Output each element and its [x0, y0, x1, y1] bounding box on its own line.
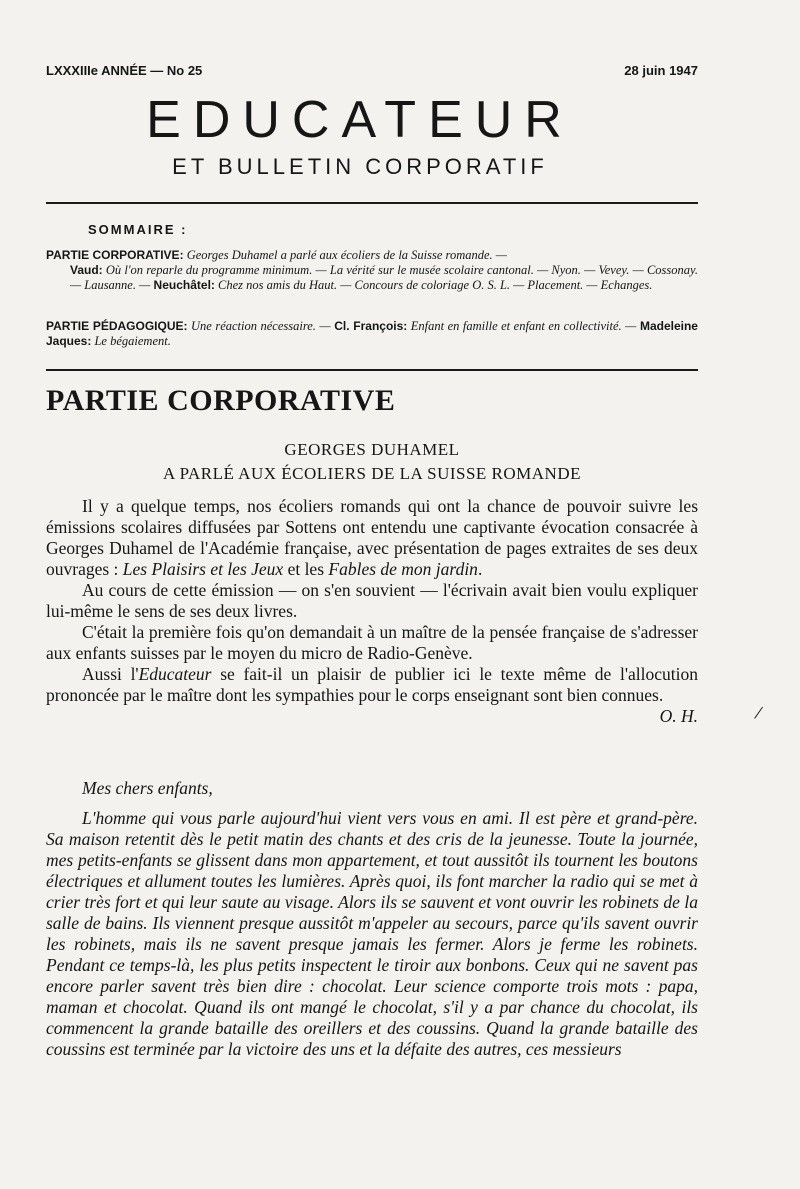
- letter-body: [46, 808, 698, 1060]
- book-title: Fables de mon jardin: [328, 559, 478, 579]
- masthead-title: EDUCATEUR: [146, 91, 574, 149]
- summary-text: Chez nos amis du Haut. — Concours de coloriage O. S. L. — Placement. — Echanges.: [214, 278, 653, 292]
- summary-key: Vaud:: [70, 263, 103, 277]
- text-run: et les: [283, 559, 329, 579]
- summary-text: Le bégaiement.: [91, 334, 171, 348]
- divider-rule: [46, 202, 698, 204]
- paragraph: [46, 664, 699, 726]
- salutation: Mes chers enfants,: [82, 778, 213, 798]
- letter-salutation: [46, 778, 698, 799]
- text-run: se fait-il un plaisir de publier ici le texte même de l'allocution prononcée par le maître dont les sympathies pour le corps enseignant sont bien connues.: [46, 664, 699, 705]
- masthead-subtitle: ET BULLETIN CORPORATIF: [172, 154, 548, 179]
- book-title: Les Plaisirs et les Jeux: [122, 559, 284, 579]
- summary-text: Georges Duhamel a parlé aux écoliers de la Suisse romande. —: [183, 248, 507, 262]
- text-run: Aussi l': [82, 664, 139, 684]
- issue-line: [46, 63, 698, 78]
- summary-corporative: [46, 248, 698, 293]
- text-run: .: [477, 559, 483, 579]
- sommaire-label: SOMMAIRE :: [88, 222, 188, 237]
- paragraph: L'homme qui vous parle aujourd'hui vient vers vous en ami. Il est père et grand-père. Sa maison retentit dès le petit matin des chants et des cris de la jeunesse. Toute la journée, mes petits-enfants se glissent dans mon appartement, et tout aussitôt ils tournent les boutons électriques et allument toutes les lumières. Après quoi, ils font marcher la radio qui se met à crier très fort et qui leur saute au visage. Alors ils se sauvent et vont ouvrir les robinets de la salle de bains. Ils viennent presque aussitôt m'appeler au secours, parce qu'ils savent ouvrir les robinets, mais ils ne savent presque jamais les fermer. Alors je ferme les robinets. Pendant ce temps-là, les plus petits inspectent le tiroir aux bonbons. Ceux qui ne savent pas encore parler savent très bien dire : chocolat. Leur science comporte trois mots : papa, maman et chocolat. Quand ils ont mangé le chocolat, s'il y a par chance du chocolat, ils commencent la grande bataille des oreillers et des coussins. Quand la grande bataille des coussins est terminée par la victoire des uns et la défaite des autres, ces messieurs: [46, 808, 698, 1059]
- signature: O. H.: [659, 706, 698, 726]
- summary-key: Cl. François:: [330, 319, 408, 333]
- summary-text: Une réaction nécessaire. —: [187, 319, 331, 333]
- summary-section-label: PARTIE PÉDAGOGIQUE:: [46, 319, 188, 333]
- summary-text: Enfant en famille et enfant en collectivité. —: [407, 319, 637, 333]
- journal-name: Educateur: [138, 664, 212, 684]
- section-heading: PARTIE CORPORATIVE: [46, 384, 396, 417]
- article-intro: [46, 496, 698, 727]
- article-subtitle: A PARLÉ AUX ÉCOLIERS DE LA SUISSE ROMANDE: [163, 464, 581, 483]
- divider-rule: [46, 369, 698, 371]
- margin-mark: [754, 707, 764, 720]
- paragraph: C'était la première fois qu'on demandait à un maître de la pensée française de s'adresser aux enfants suisses par le moyen du micro de Radio-Genève.: [46, 622, 698, 663]
- summary-section-label: PARTIE CORPORATIVE:: [46, 248, 184, 262]
- summary-text: Où l'on reparle du programme minimum. — La vérité sur le musée scolaire cantonal. — Nyon. — Vevey. — Cossonay. — Lausanne. —: [70, 263, 698, 292]
- issue-date: 28 juin 1947: [624, 63, 698, 78]
- text-run: Il y a quelque temps, nos écoliers romands qui ont la chance de pouvoir suivre les émissions scolaires diffusées par Sottens ont entendu une captivante évocation consacrée à Georges Duhamel de l'Académie française, avec présentation de pages extraites de ses deux ouvrages :: [46, 496, 698, 579]
- paragraph: Au cours de cette émission — on s'en souvient — l'écrivain avait bien voulu expliquer lui-même le sens de ses deux livres.: [46, 580, 698, 621]
- paragraph: [46, 496, 698, 580]
- summary-pedagogique: [46, 319, 698, 349]
- article-title: GEORGES DUHAMEL: [284, 440, 460, 459]
- issue-number: LXXXIIIe ANNÉE — No 25: [46, 63, 203, 78]
- summary-key: Neuchâtel:: [150, 278, 215, 292]
- summary-subentries: [46, 263, 698, 293]
- summary-key: Madeleine Jaques:: [46, 319, 698, 348]
